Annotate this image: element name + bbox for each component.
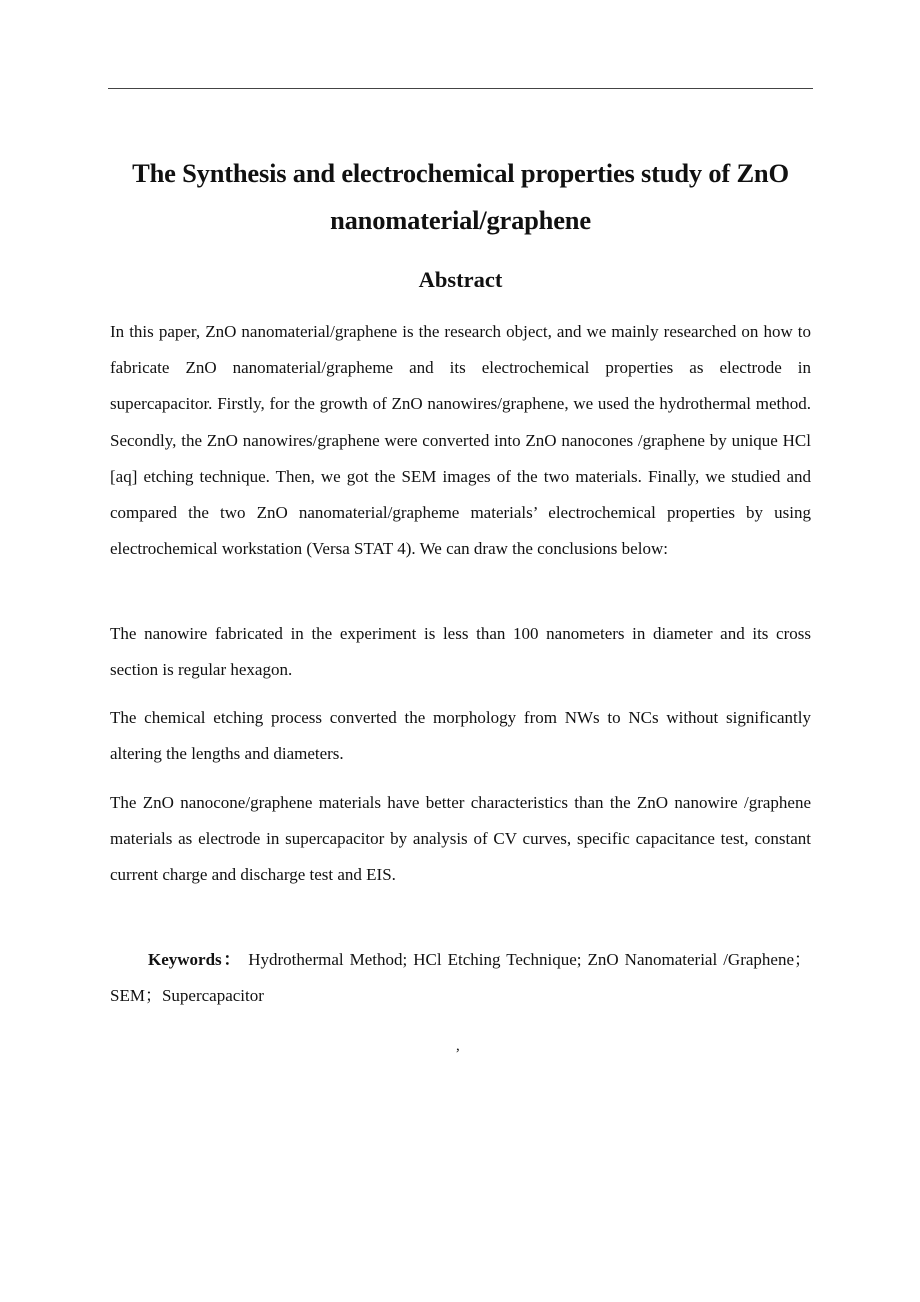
- keywords-text: Hydrothermal Method; HCl Etching Technique; ZnO Nanomaterial /Graphene；SEM；Supercapacitor: [110, 950, 812, 1006]
- abstract-paragraph-1: In this paper, ZnO nanomaterial/graphene is the research object, and we mainly researched on how to fabricate ZnO nanomaterial/grapheme and its electrochemical properties as electrode in supercapacitor. Firstly, for the growth of ZnO nanowires/graphene, we used the hydrothermal method. Secondly, the ZnO nanowires/graphene were converted into ZnO nanocones /graphene by unique HCl [aq] etching technique. Then, we got the SEM images of the two materials. Finally, we studied and compared the two ZnO nanomaterial/grapheme materials’ electrochemical properties by using electrochemical workstation (Versa STAT 4). We can draw the conclusions below:: [110, 322, 811, 559]
- abstract-heading: Abstract: [418, 267, 503, 292]
- keywords-label: Keywords：: [148, 950, 243, 969]
- abstract-paragraph-2: The nanowire fabricated in the experiment is less than 100 nanometers in diameter and its cross section is regular hexagon.: [110, 624, 811, 680]
- header-rule: [108, 88, 813, 89]
- abstract-paragraph-3: The chemical etching process converted the morphology from NWs to NCs without significantly altering the lengths and diameters.: [110, 708, 811, 764]
- keywords-line: [110, 942, 811, 1014]
- paper-title: The Synthesis and electrochemical properties study of ZnO nanomaterial/graphene: [132, 158, 789, 235]
- stray-mark: ,: [456, 1038, 460, 1054]
- abstract-paragraph-4: The ZnO nanocone/graphene materials have better characteristics than the ZnO nanowire /graphene materials as electrode in supercapacitor by analysis of CV curves, specific capacitance test, constant current charge and discharge test and EIS.: [110, 793, 811, 885]
